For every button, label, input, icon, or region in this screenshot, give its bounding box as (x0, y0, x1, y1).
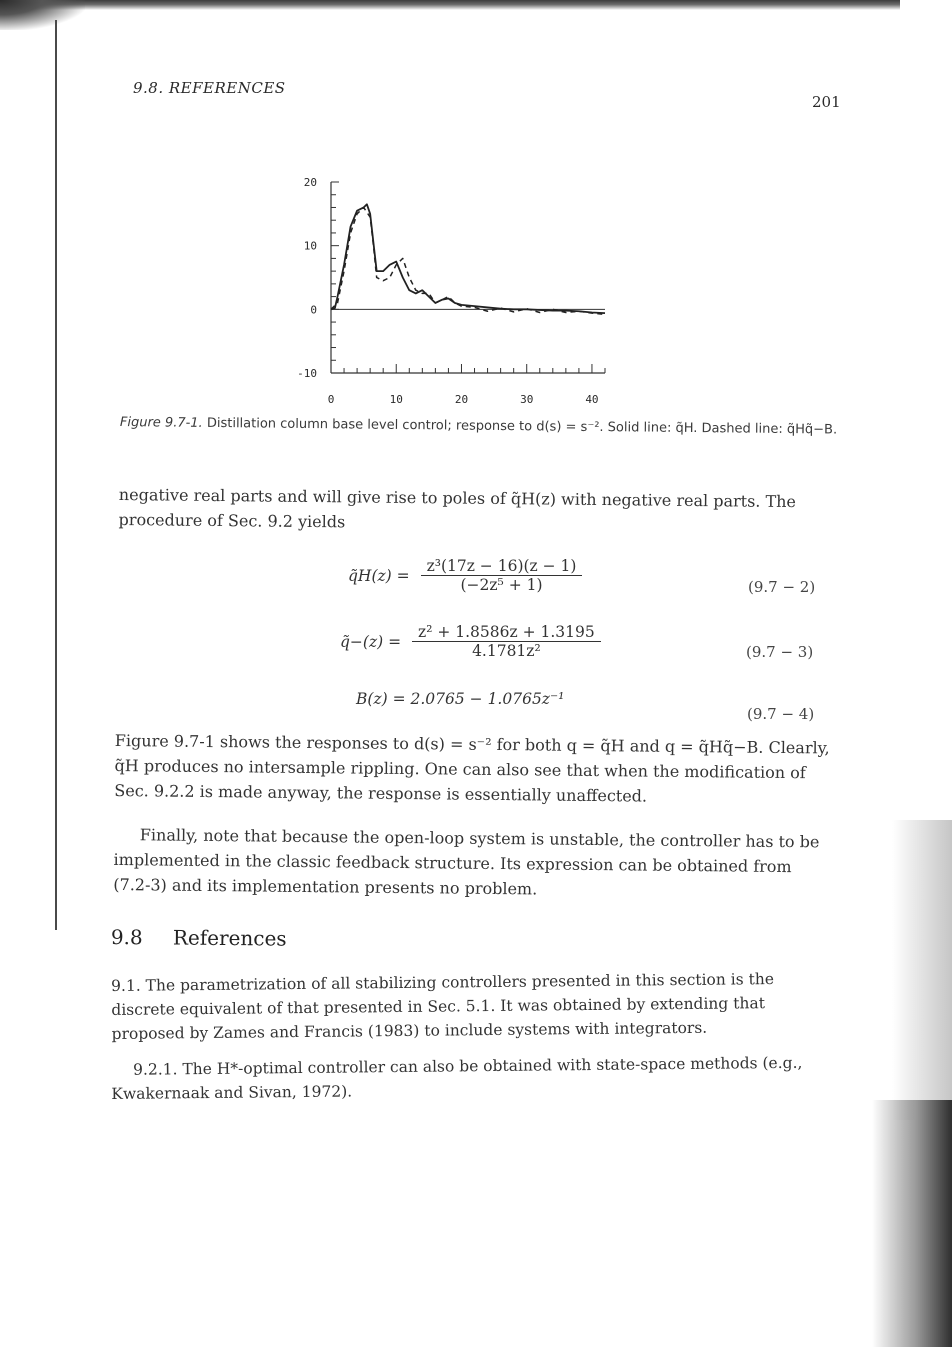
equation-9-7-3 (340, 623, 601, 660)
equation-denominator: (−2z⁵ + 1) (460, 576, 543, 594)
x-tick-label: 40 (585, 393, 599, 406)
body-paragraph-1: negative real parts and will give rise to poles of q̃H(z) with negative real parts. The procedure of Sec. 9.2 yields (118, 484, 797, 532)
chart-axes (331, 182, 605, 373)
figure-caption (120, 414, 840, 440)
reference-note-9-1: 9.1. The parametrization of all stabilizing controllers presented in this section is the discrete equivalent of that presented in Sec. 5.1. It was obtained by extending that proposed by Zames and Francis (1983) to include systems with integrators. (111, 970, 775, 1043)
body-paragraph-2: Figure 9.7-1 shows the responses to d(s) = s⁻² for both q = q̃H and q = q̃Hq̃−B. Clearly, q̃H produces no intersample rippling. One can also see that when the modification of Sec. 9.2.2 is made anyway, the response is essentially unaffected. (114, 730, 830, 806)
section-heading (111, 925, 287, 951)
figure-caption-label: Figure 9.7-1. (119, 414, 203, 431)
y-tick-label: 10 (303, 239, 317, 253)
scan-edge-line (55, 20, 57, 930)
x-tick-label: 0 (327, 393, 335, 406)
equation-number: (9.7 − 4) (747, 705, 815, 723)
body-paragraph-3: Finally, note that because the open-loop system is unstable, the controller has to be implemented in the classic feedback structure. Its expression can be obtained from (7.2-3) and its implementation presents no problem. (113, 825, 820, 899)
equation-9-7-2 (348, 557, 582, 594)
chart-tick-labels (297, 176, 598, 406)
y-tick-label: 20 (303, 176, 317, 189)
equation-number: (9.7 − 3) (746, 643, 814, 661)
y-tick-label: 0 (310, 303, 317, 317)
figure-caption-text: Distillation column base level control; response to d(s) = s⁻². Solid line: q̃H. Dashed line: q̃Hq̃−B. (206, 415, 838, 438)
scan-shadow-top (0, 0, 900, 10)
series-line-solid (331, 204, 605, 313)
section-title: References (172, 925, 287, 951)
equation-numerator: z³(17z − 16)(z − 1) (421, 557, 583, 576)
running-head: 9.8. REFERENCES (133, 79, 286, 97)
equation-number: (9.7 − 2) (748, 578, 816, 596)
x-tick-label: 20 (454, 393, 469, 406)
equation-lhs: q̃H(z) = (348, 566, 410, 585)
scan-shadow-right-upper (892, 820, 952, 1120)
equation-denominator: 4.1781z² (472, 642, 541, 660)
equation-fraction (412, 623, 601, 660)
chart-series (331, 204, 605, 314)
equation-fraction (421, 557, 583, 594)
x-tick-label: 30 (520, 393, 534, 406)
equation-lhs: q̃−(z) = (340, 632, 402, 651)
x-tick-label: 10 (389, 393, 403, 406)
section-number: 9.8 (110, 925, 143, 950)
scan-shadow-right-lower (872, 1100, 952, 1347)
equation-9-7-4: B(z) = 2.0765 − 1.0765z⁻¹ (356, 690, 565, 708)
equation-numerator: z² + 1.8586z + 1.3195 (412, 623, 601, 642)
page-number: 201 (812, 93, 841, 111)
response-chart (270, 170, 630, 415)
scan-shadow-corner (0, 0, 85, 30)
y-tick-label: -10 (297, 367, 317, 380)
reference-note-9-2-1: 9.2.1. The H*-optimal controller can also be obtained with state-space methods (e.g., Kwakernaak and Sivan, 1972). (111, 1053, 803, 1103)
